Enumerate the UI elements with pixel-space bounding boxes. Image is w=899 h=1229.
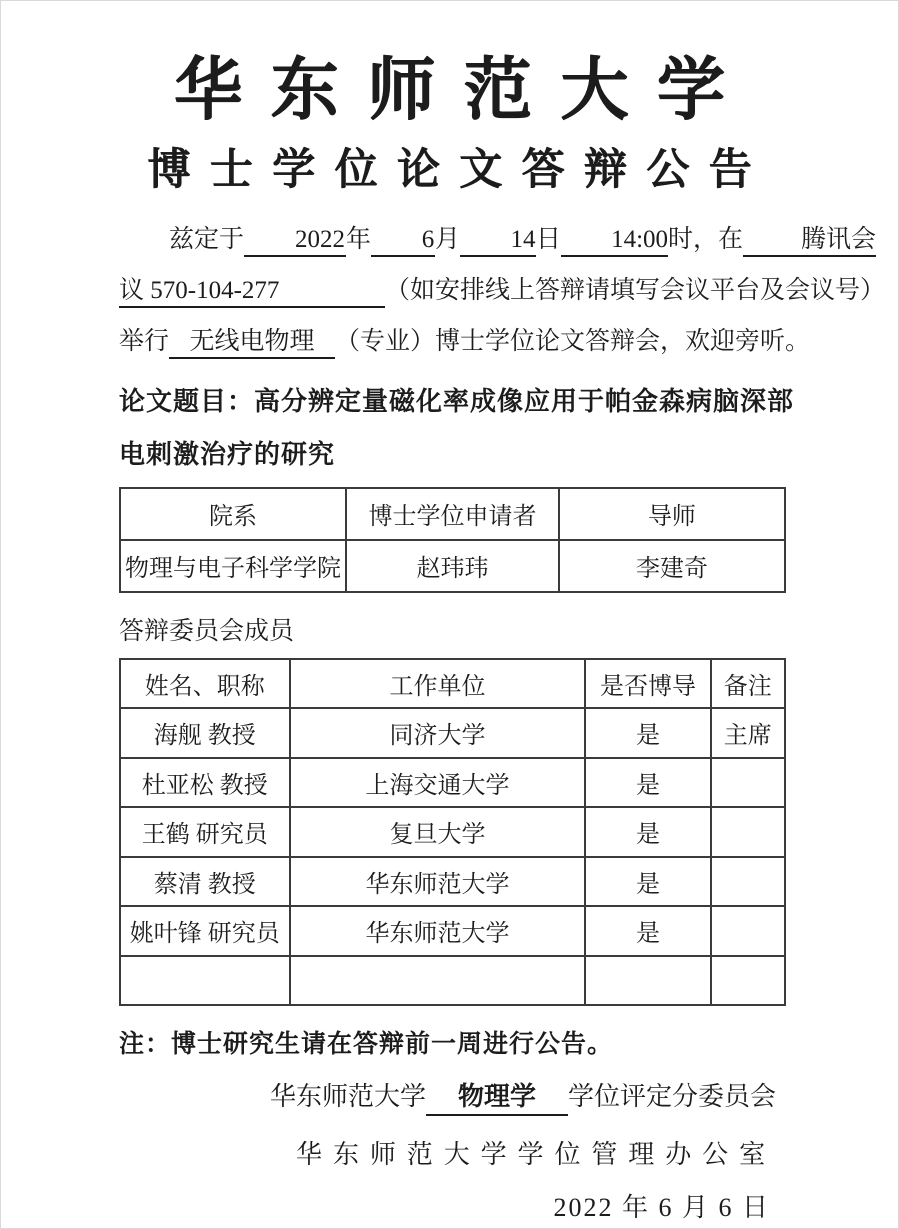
- committee-header-name-title: 姓名、职称: [120, 659, 290, 709]
- committee-member-name: 海舰 教授: [120, 708, 290, 758]
- day-label: 日: [536, 225, 562, 253]
- time-suffix: 时，在: [668, 225, 744, 253]
- time-blank: 14:00: [561, 224, 668, 257]
- committee-row: [120, 857, 785, 907]
- line3-prefix: 举行: [119, 327, 170, 355]
- committee-row: [120, 758, 785, 808]
- committee-member-affiliation: [290, 956, 586, 1006]
- signature-university: 华东师范大学: [269, 1082, 426, 1112]
- committee-member-affiliation: 上海交通大学: [290, 758, 586, 808]
- committee-member-remark: [711, 956, 786, 1006]
- committee-member-affiliation: 华东师范大学: [290, 906, 586, 956]
- committee-row: [120, 906, 785, 956]
- committee-member-is-supervisor: 是: [585, 857, 710, 907]
- committee-empty-row: [120, 956, 785, 1006]
- line3-suffix: （专业）博士学位论文答辩会，欢迎旁听。: [335, 327, 811, 355]
- venue-note: （如安排线上答辩请填写会议平台及会议号）: [385, 276, 886, 304]
- committee-member-remark: [711, 807, 786, 857]
- schedule-line-2: [119, 265, 886, 316]
- committee-member-is-supervisor: 是: [585, 906, 710, 956]
- year-label: 年: [346, 225, 372, 253]
- committee-member-name: 姚叶锋 研究员: [120, 906, 290, 956]
- signature-subcommittee: 学位评定分委员会: [567, 1082, 776, 1112]
- schedule-line-3: [119, 316, 818, 367]
- applicant-table-row: [120, 540, 785, 592]
- discipline-blank: 物理学: [426, 1081, 568, 1116]
- committee-header-doctoral-supervisor: 是否博导: [585, 659, 710, 709]
- committee-member-is-supervisor: 是: [585, 708, 710, 758]
- year-blank: 2022: [244, 224, 346, 257]
- notice-line: 注：博士研究生请在答辩前一周进行公告。: [119, 1031, 614, 1059]
- applicant-department-cell: 物理与电子科学学院: [120, 540, 346, 592]
- committee-member-remark: [711, 857, 786, 907]
- committee-member-affiliation: 同济大学: [290, 708, 586, 758]
- committee-header-affiliation: 工作单位: [290, 659, 586, 709]
- committee-header-row: [120, 659, 785, 709]
- committee-member-remark: [711, 906, 786, 956]
- committee-member-affiliation: 华东师范大学: [290, 857, 586, 907]
- major-blank: 无线电物理: [169, 326, 335, 359]
- committee-member-affiliation: 复旦大学: [290, 807, 586, 857]
- announcement-title: 博士学位论文答辩公告: [147, 146, 771, 194]
- schedule-line-1: [119, 214, 877, 265]
- applicant-table-header-row: [120, 488, 785, 540]
- applicant-header-candidate: 博士学位申请者: [346, 488, 559, 540]
- committee-member-remark: 主席: [711, 708, 786, 758]
- applicant-supervisor-cell: 李建奇: [559, 540, 785, 592]
- committee-header-remarks: 备注: [711, 659, 786, 709]
- committee-row: [120, 807, 785, 857]
- committee-member-name: 蔡清 教授: [120, 857, 290, 907]
- venue-blank-part1: 腾讯会: [743, 224, 876, 257]
- committee-row: [120, 708, 785, 758]
- committee-member-name: 杜亚松 教授: [120, 758, 290, 808]
- thesis-title-paragraph: [119, 375, 818, 481]
- day-blank: 14: [460, 224, 536, 257]
- committee-member-is-supervisor: [585, 956, 710, 1006]
- committee-member-is-supervisor: 是: [585, 807, 710, 857]
- applicant-header-department: 院系: [120, 488, 346, 540]
- month-blank: 6: [371, 224, 435, 257]
- committee-member-name: 王鹤 研究员: [120, 807, 290, 857]
- schedule-paragraph: [119, 214, 886, 367]
- committee-member-remark: [711, 758, 786, 808]
- venue-blank-part2: 议 570-104-277: [119, 275, 385, 308]
- committee-table: [119, 658, 786, 1007]
- announcement-date: 2022 年 6 月 6 日: [553, 1192, 770, 1222]
- thesis-title-label: 论文题目：: [119, 386, 255, 416]
- applicant-header-supervisor: 导师: [559, 488, 785, 540]
- schedule-prefix: 兹定于: [169, 225, 245, 253]
- committee-section-label: 答辩委员会成员: [119, 617, 295, 645]
- applicant-candidate-cell: 赵玮玮: [346, 540, 559, 592]
- signature-committee-line: [119, 1076, 818, 1116]
- committee-member-name: [120, 956, 290, 1006]
- committee-member-is-supervisor: 是: [585, 758, 710, 808]
- thesis-title-text: 高分辨定量磁化率成像应用于帕金森病脑深部电刺激治疗的研究: [119, 386, 795, 469]
- signature-office-line: 华东师范大学学位管理办公室: [296, 1139, 776, 1169]
- university-title: 华东师范大学: [174, 52, 754, 128]
- month-label: 月: [435, 225, 461, 253]
- applicant-table: [119, 487, 786, 593]
